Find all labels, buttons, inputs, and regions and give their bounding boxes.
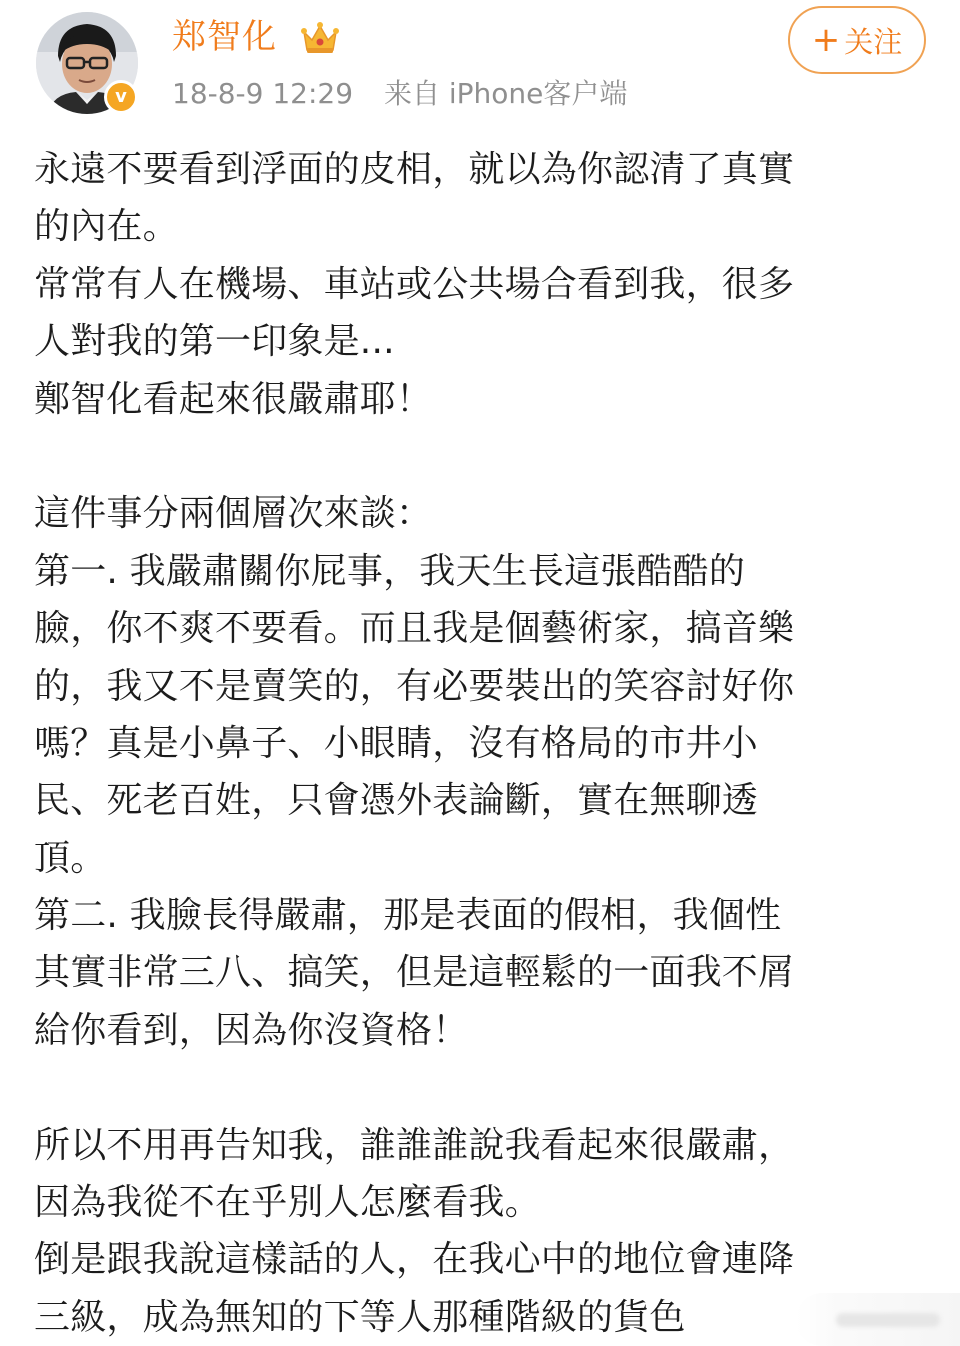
post-line: 因為我從不在乎別人怎麼看我。 (34, 1182, 541, 1224)
post-line: 人對我的第一印象是... (34, 321, 395, 363)
post-body (34, 141, 934, 1346)
post-line: 所以不用再告知我，誰誰誰說我看起來很嚴肅， (34, 1124, 795, 1166)
verified-badge-icon (104, 80, 138, 114)
follow-label: 关注 (844, 24, 903, 59)
post-line: 的，我又不是賣笑的，有必要裝出的笑容討好你 (34, 665, 795, 707)
verified-mark: v (115, 86, 127, 107)
post-line: 永遠不要看到浮面的皮相，就以為你認清了真實 (34, 149, 795, 190)
plus-icon: + (811, 20, 841, 60)
username[interactable]: 郑智化 (172, 17, 277, 57)
watermark-blur (836, 1313, 940, 1327)
crown-icon (300, 20, 340, 56)
post-line: 第一. 我嚴肅關你屁事，我天生長這張酷酷的 (34, 550, 746, 592)
follow-button[interactable] (788, 6, 926, 74)
post-line: 這件事分兩個層次來談： (34, 493, 433, 535)
post-meta (172, 74, 627, 114)
post-line-blank (34, 428, 934, 485)
post-line: 第二. 我臉長得嚴肅，那是表面的假相，我個性 (34, 895, 782, 937)
post-line: 頂。 (34, 837, 107, 879)
post-timestamp: 18-8-9 12:29 (172, 77, 354, 110)
post-line-blank (34, 1059, 934, 1116)
watermark (796, 1293, 960, 1346)
post-line: 三級，成為無知的下等人那種階級的貨色 (34, 1296, 686, 1338)
post-header (0, 0, 960, 130)
post-line: 民、死老百姓，只會憑外表論斷，實在無聊透 (34, 780, 759, 822)
post-line: 常常有人在機場、車站或公共場合看到我，很多 (34, 263, 795, 305)
post-line: 給你看到，因為你沒資格！ (34, 1009, 469, 1051)
post-line: 鄭智化看起來很嚴肅耶！ (34, 378, 433, 420)
post-line: 嗎？真是小鼻子、小眼睛，沒有格局的市井小 (34, 722, 759, 764)
post-line: 倒是跟我說這樣話的人，在我心中的地位會連降 (34, 1239, 795, 1281)
post-source: 来自 iPhone客户端 (383, 77, 628, 110)
post-line: 其實非常三八、搞笑，但是這輕鬆的一面我不屑 (34, 952, 795, 994)
post-line: 的內在。 (34, 206, 179, 248)
post-line: 臉，你不爽不要看。而且我是個藝術家，搞音樂 (34, 608, 795, 650)
